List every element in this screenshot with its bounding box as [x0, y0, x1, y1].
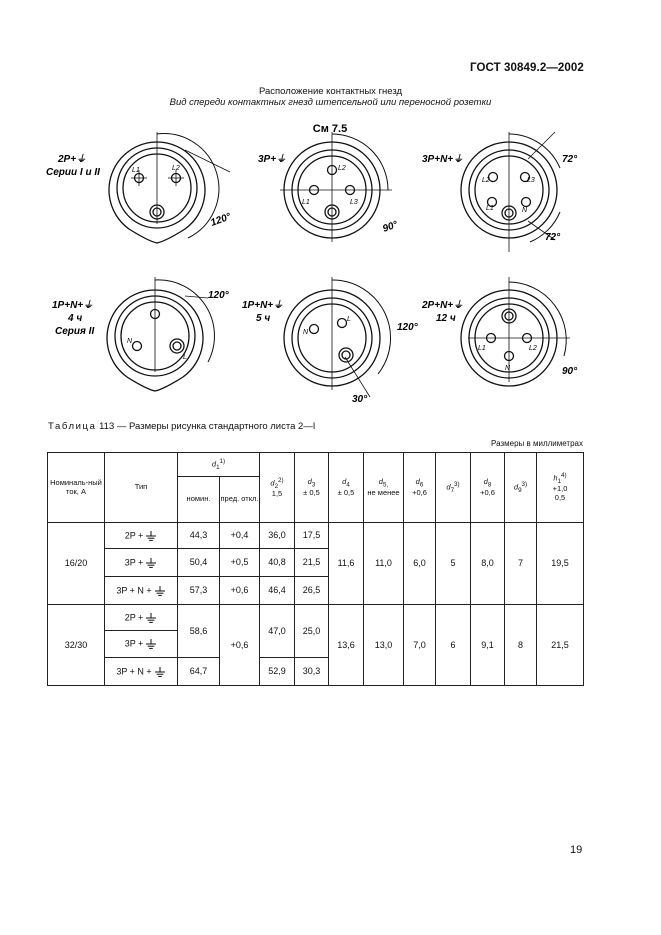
ground-symbol-icon [154, 585, 166, 597]
diagram5-label-hour: 5 ч [256, 313, 271, 324]
cell-d4: 13,6 [329, 605, 364, 686]
diagram4-label-series: Серия II [55, 326, 95, 337]
header-d1-deviation: пред. откл. [220, 477, 260, 523]
cell-d2: 36,0 [260, 523, 295, 549]
table-caption-text: 113 — Размеры рисунка стандартного листа 2—I [96, 421, 316, 432]
socket-diagram-1p-n-5h [284, 277, 391, 397]
cell-h1: 19,5 [537, 523, 584, 605]
diagram5-angle-bottom: 30° [352, 394, 368, 405]
figure-caption-title: Расположение контактных гнезд [258, 86, 403, 97]
diagram3-label-type: 3P+N+⏚ [422, 154, 464, 165]
diagram2-contact-l1: L1 [302, 199, 310, 206]
socket-diagram-2p-n-12h [461, 277, 570, 386]
diagram5-contact-n: N [303, 329, 309, 336]
diagram5-contact-l: L [347, 316, 351, 323]
cell-d1-dev: +0,6 [220, 605, 260, 686]
socket-diagram-1p-n-4h [107, 277, 214, 391]
header-d3: $d_3$ ± 0,5 [295, 453, 329, 523]
diagram4-label-type: 1P+N+⏚ [52, 300, 94, 311]
diagram6-contact-l1: L1 [478, 345, 486, 352]
cell-d2: 52,9 [260, 658, 295, 686]
cell-d5: 13,0 [364, 605, 404, 686]
cell-d8: 9,1 [471, 605, 505, 686]
ground-symbol-icon [145, 638, 157, 650]
diagram6-contact-n: N [505, 365, 511, 372]
header-d6: $d_6$ +0,6 [404, 453, 436, 523]
page-number: 19 [570, 844, 583, 856]
cell-d3: 21,5 [295, 549, 329, 577]
cell-d1-nom: 58,6 [178, 605, 220, 658]
diagram4-angle: 120° [208, 290, 229, 301]
header-d1-nominal: номин. [178, 477, 220, 523]
units-note: Размеры в миллиметрах [491, 439, 583, 448]
diagram5-angle-right: 120° [397, 322, 418, 333]
cell-d3: 25,0 [295, 605, 329, 658]
figure-caption-subtitle: Вид спереди контактных гнезд штепсельной или переносной розетки [169, 97, 492, 108]
sheet-reference: См 7.5 [312, 123, 348, 135]
cell-type: 2P + [105, 523, 178, 549]
diagram6-label-hour: 12 ч [436, 313, 456, 324]
diagram2-contact-l3: L3 [350, 199, 358, 206]
cell-d2: 46,4 [260, 577, 295, 605]
socket-diagram-3p [280, 132, 392, 242]
cell-d6: 7,0 [404, 605, 436, 686]
cell-d3: 30,3 [295, 658, 329, 686]
cell-d1-nom: 50,4 [178, 549, 220, 577]
header-d9: $d_9^{3)}$ [505, 453, 537, 523]
header-current: Номиналь-ный ток, А [48, 453, 105, 523]
cell-d1-dev: +0,5 [220, 549, 260, 577]
header-h1: $h_1^{4)}$ +1,0 0,5 [537, 453, 584, 523]
table-row [48, 523, 584, 549]
ground-symbol-icon [145, 530, 157, 542]
cell-h1: 21,5 [537, 605, 584, 686]
diagram4-contact-l: L [183, 354, 187, 361]
cell-d2: 40,8 [260, 549, 295, 577]
header-type: Тип [105, 453, 178, 523]
diagram2-contact-l2: L2 [338, 165, 346, 172]
cell-current-32-30: 32/30 [48, 605, 105, 686]
cell-d4: 11,6 [329, 523, 364, 605]
diagram6-contact-l2: L2 [529, 345, 537, 352]
diagram4-contact-n: N [127, 338, 133, 345]
cell-d7: 6 [436, 605, 471, 686]
cell-d1-dev: +0,6 [220, 577, 260, 605]
diagram1-angle: 120° [209, 211, 233, 229]
cell-d5: 11,0 [364, 523, 404, 605]
diagram3-contact-l3: L3 [527, 177, 535, 184]
diagram1-contact-l2: L2 [172, 165, 180, 172]
cell-d6: 6,0 [404, 523, 436, 605]
diagram2-angle: 90° [381, 219, 400, 235]
header-d4: $d_4$ ± 0,5 [329, 453, 364, 523]
cell-type: 3P + N + [105, 577, 178, 605]
cell-d1-nom: 57,3 [178, 577, 220, 605]
cell-d9: 7 [505, 523, 537, 605]
diagram1-label-type: 2P+⏚ [58, 154, 87, 165]
ground-symbol-icon [154, 666, 166, 678]
diagram3-angle-top: 72° [562, 154, 578, 165]
ground-symbol-icon [145, 557, 157, 569]
header-d2: $d_2^{2)}$ 1,5 [260, 453, 295, 523]
diagram1-label-series: Серии I и II [46, 167, 100, 178]
cell-type: 2P + [105, 605, 178, 631]
cell-current-16-20: 16/20 [48, 523, 105, 605]
ground-symbol-icon [145, 612, 157, 624]
cell-d3: 17,5 [295, 523, 329, 549]
diagram3-angle-bottom: 72° [545, 232, 561, 243]
diagram6-label-type: 2P+N+⏚ [422, 300, 464, 311]
cell-d1-nom: 64,7 [178, 658, 220, 686]
cell-d1-dev: +0,4 [220, 523, 260, 549]
header-d7: $d_7^{3)}$ [436, 453, 471, 523]
diagram5-label-type: 1P+N+⏚ [242, 300, 284, 311]
cell-d2: 47,0 [260, 605, 295, 658]
diagram3-contact-l1: L1 [486, 205, 494, 212]
table-caption-word: Таблица [48, 421, 97, 432]
socket-layout-figure [0, 112, 661, 412]
cell-type: 3P + [105, 631, 178, 658]
diagram4-label-hour: 4 ч [68, 313, 83, 324]
cell-type: 3P + N + [105, 658, 178, 686]
diagram3-contact-n: N [522, 207, 528, 214]
header-d8: $d_8$ +0,6 [471, 453, 505, 523]
header-d1: $d_1^{1)}$ [178, 453, 260, 477]
diagram2-label-type: 3P+⏚ [258, 154, 287, 165]
standard-code: ГОСТ 30849.2—2002 [470, 62, 584, 74]
table-row [48, 605, 584, 631]
diagram6-angle: 90° [562, 366, 578, 377]
cell-d8: 8,0 [471, 523, 505, 605]
diagram3-contact-l2: L2 [482, 177, 490, 184]
cell-type: 3P + [105, 549, 178, 577]
table-caption [48, 421, 315, 432]
cell-d3: 26,5 [295, 577, 329, 605]
dimensions-table [47, 452, 584, 686]
cell-d7: 5 [436, 523, 471, 605]
cell-d1-nom: 44,3 [178, 523, 220, 549]
cell-d9: 8 [505, 605, 537, 686]
header-d5: $d_{5,}$ не менее [364, 453, 404, 523]
diagram1-contact-l1: L1 [132, 167, 140, 174]
